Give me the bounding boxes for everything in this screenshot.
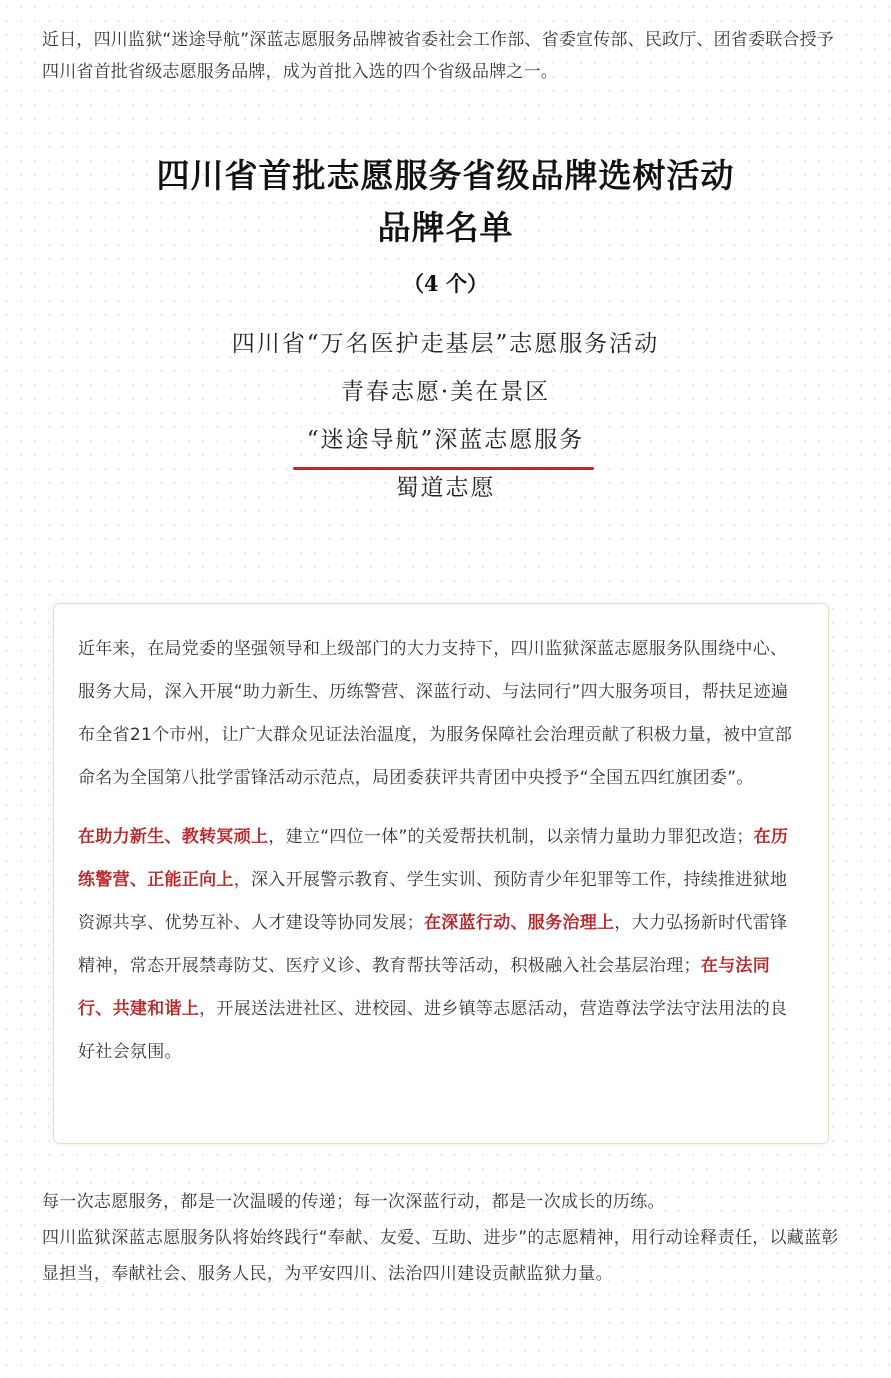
brand-list: [0, 320, 891, 512]
brand-list-document: [0, 150, 891, 512]
brand-item-label: 青春志愿·美在景区: [340, 379, 551, 405]
emphasis-text: 在历练警营、正能正向上: [78, 827, 789, 890]
info-card: [53, 603, 829, 1144]
brand-item-label: 四川省“万名医护走基层”志愿服务活动: [231, 331, 660, 357]
document-title-line1: 四川省首批志愿服务省级品牌选树活动: [156, 156, 735, 195]
intro-paragraph: 近日，四川监狱“迷途导航”深蓝志愿服务品牌被省委社会工作部、省委宣传部、民政厅、团省委联合授予四川省首批省级志愿服务品牌，成为首批入选的四个省级品牌之一。: [42, 30, 835, 82]
body-text: ，大力弘扬新时代雷锋精神，常态开展禁毒防艾、医疗义诊、教育帮扶等活动，积极融入社会基层治理；: [78, 913, 788, 976]
emphasis-text: 在与法同行、共建和谐上: [78, 956, 771, 1019]
brand-item-label: 蜀道志愿: [395, 475, 496, 501]
closing-section: [42, 1184, 848, 1292]
brand-item-highlighted: [0, 416, 891, 464]
card-paragraph-1: 近年来，在局党委的坚强领导和上级部门的大力支持下，四川监狱深蓝志愿服务队围绕中心、服务大局，深入开展“助力新生、历练警营、深蓝行动、与法同行”四大服务项目，帮扶足迹遍布全省21个市州，让广大群众见证法治温度，为服务保障社会治理贡献了积极力量，被中宣部命名为全国第八批学雷锋活动示范点，局团委获评共青团中央授予“全国五四红旗团委”。: [78, 639, 793, 788]
card-paragraph-2: [78, 816, 804, 1074]
emphasis-text: 在助力新生、教转冥顽上: [78, 827, 269, 847]
brand-item: [0, 320, 891, 368]
body-text: ，开展送法进社区、进校园、进乡镇等志愿活动，营造尊法学法守法用法的良好社会氛围。: [78, 999, 788, 1062]
brand-item-label: “迷途导航”深蓝志愿服务: [307, 416, 585, 464]
closing-line-1: 每一次志愿服务，都是一次温暖的传递；每一次深蓝行动，都是一次成长的历练。: [42, 1192, 665, 1212]
document-count: （4 个）: [403, 271, 488, 296]
brand-item: [0, 464, 891, 512]
body-text: ，建立“四位一体”的关爱帮扶机制，以亲情力量助力罪犯改造；: [268, 827, 754, 847]
closing-line-2: 四川监狱深蓝志愿服务队将始终践行“奉献、友爱、互助、进步”的志愿精神，用行动诠释责任，以藏蓝彰显担当，奉献社会、服务人民，为平安四川、法治四川建设贡献监狱力量。: [42, 1228, 839, 1284]
document-title-line2: 品牌名单: [377, 208, 514, 247]
emphasis-text: 在深蓝行动、服务治理上: [424, 913, 615, 933]
brand-item: [0, 368, 891, 416]
body-text: ，深入开展警示教育、学生实训、预防青少年犯罪等工作，持续推进狱地资源共享、优势互补、人才建设等协同发展；: [78, 870, 788, 933]
